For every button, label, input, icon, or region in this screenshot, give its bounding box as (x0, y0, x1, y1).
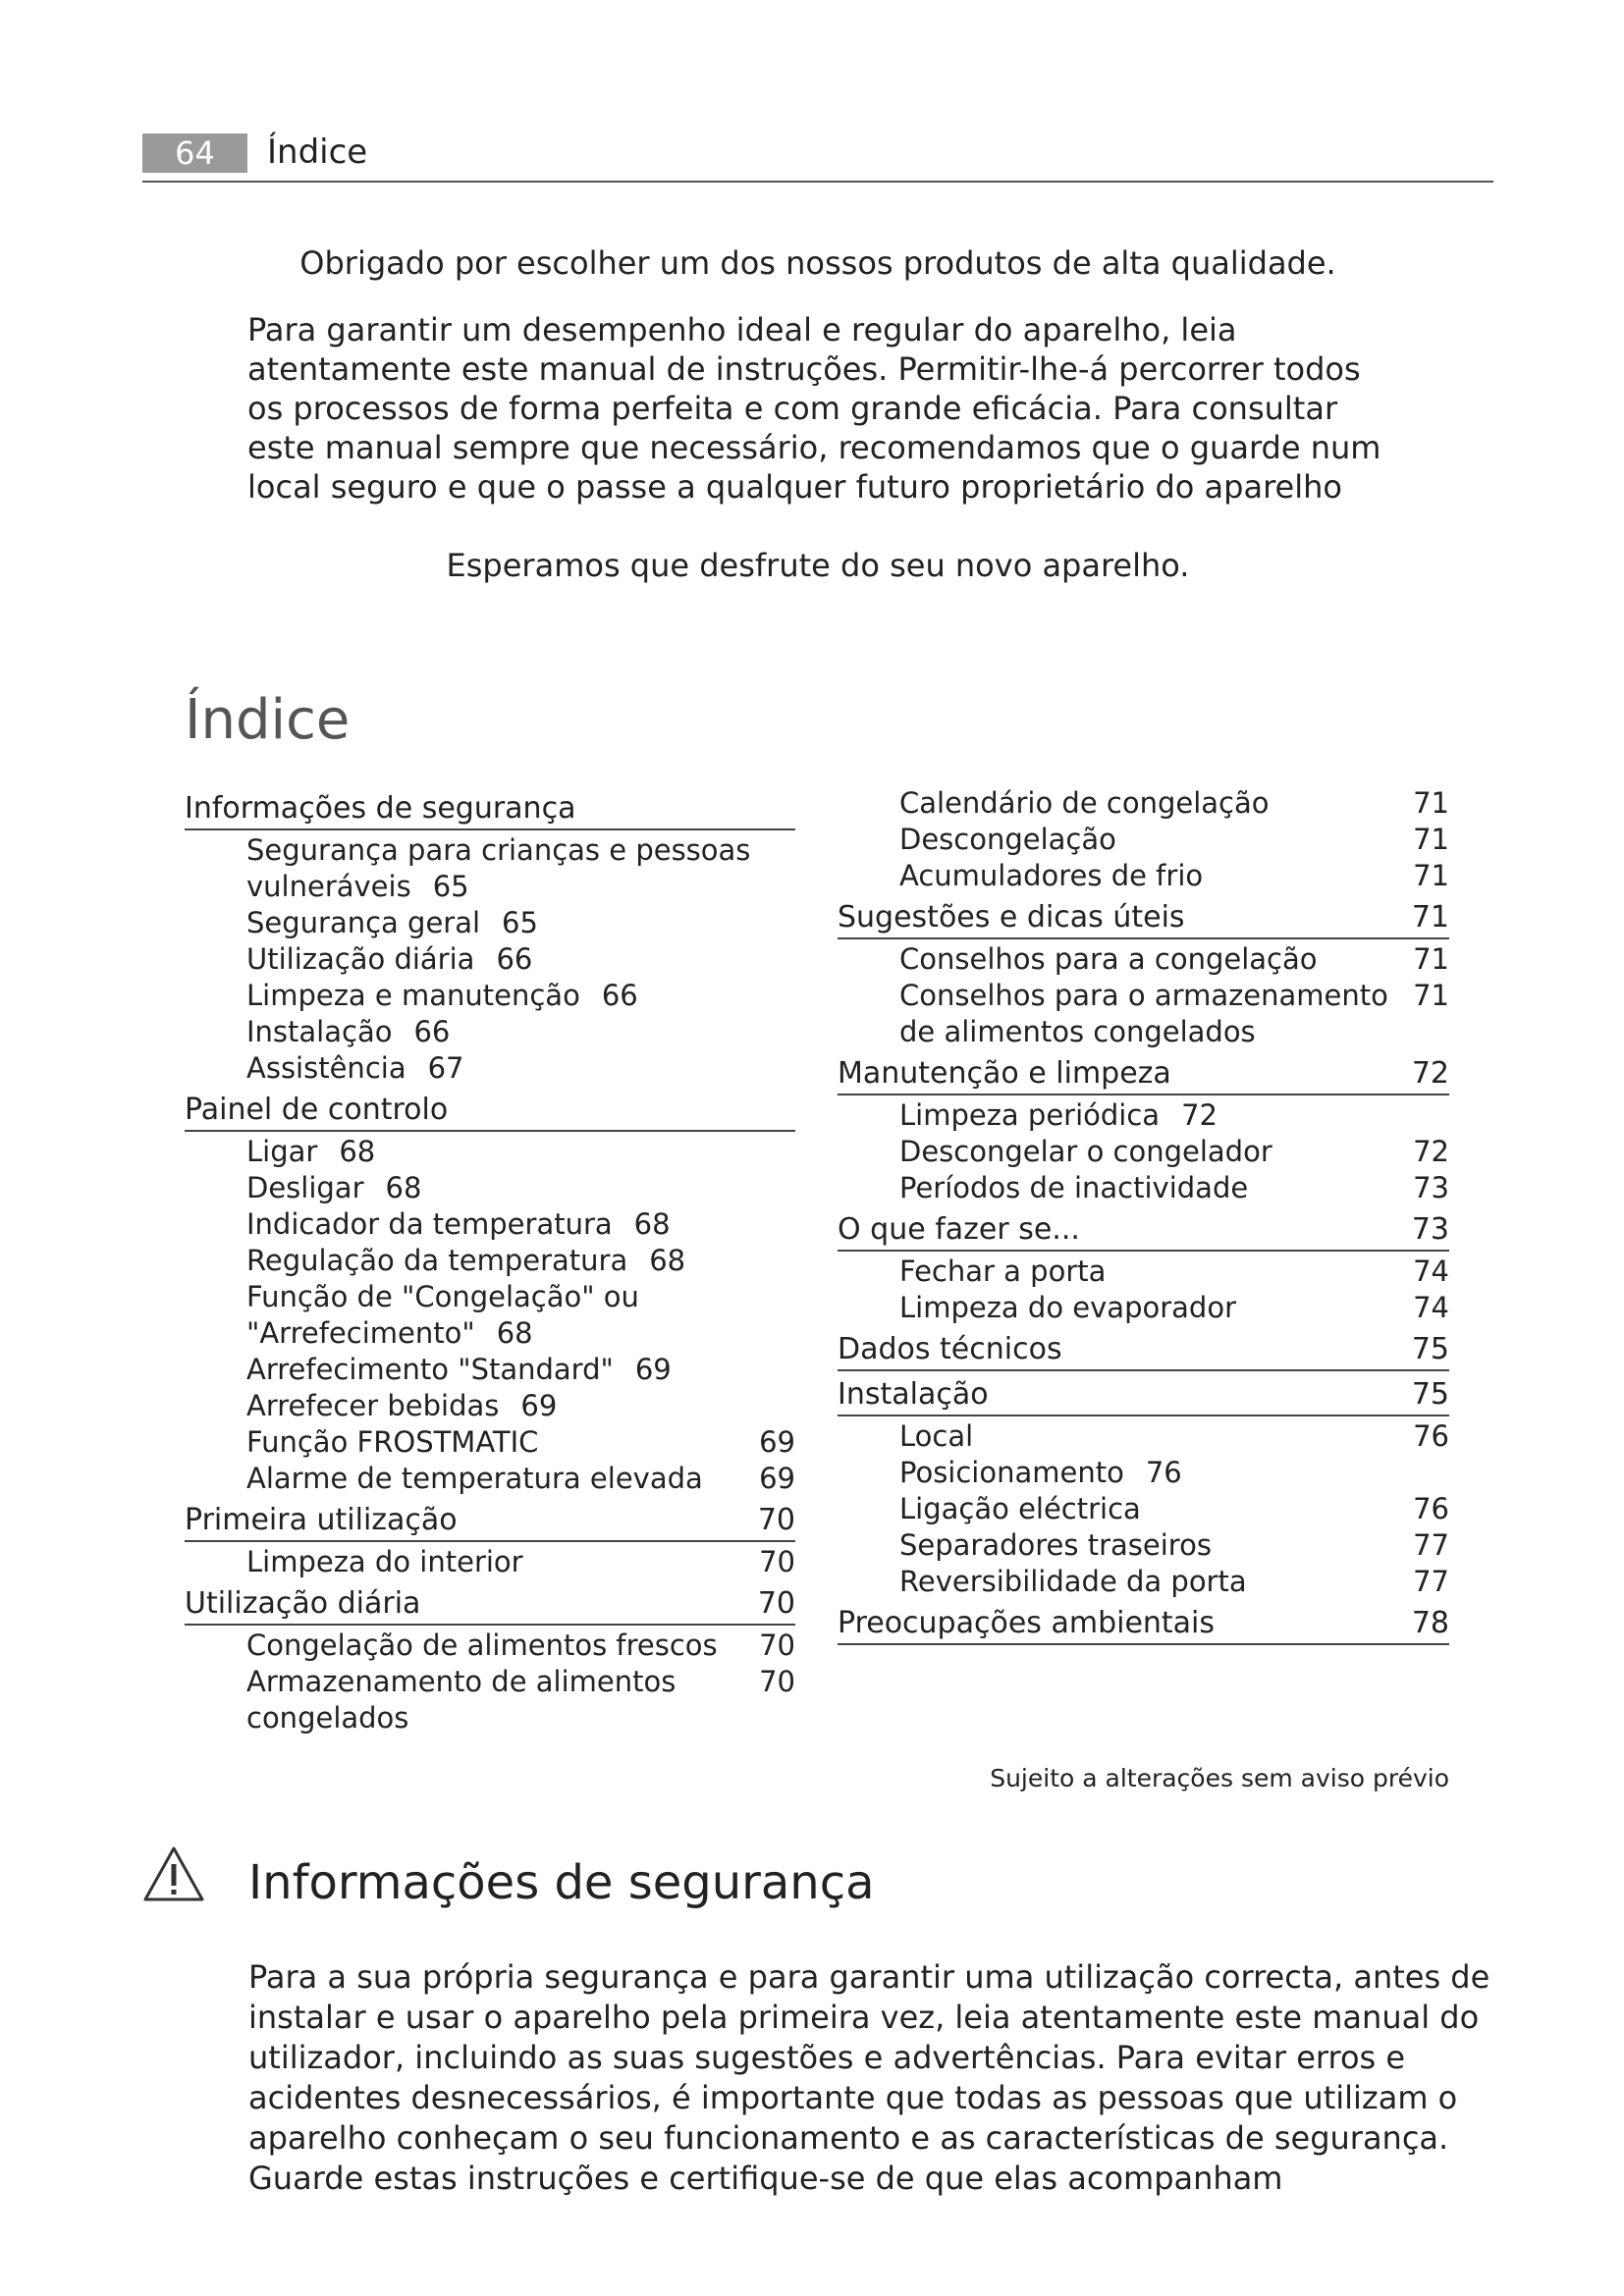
page-number: 64 (142, 133, 247, 173)
toc-item-page: 76 (1145, 1456, 1182, 1489)
toc-item-page: 68 (633, 1207, 671, 1241)
toc-item-label: Segurança geral (246, 906, 481, 939)
toc-item-label: Segurança para crianças e pessoas vulneráveis (246, 833, 751, 903)
toc-item-text (246, 1206, 671, 1243)
toc-right-column (838, 785, 1449, 1647)
toc-section (185, 1091, 795, 1497)
toc-item-label: Limpeza do interior (246, 1545, 523, 1578)
toc-item-page: 69 (759, 1462, 795, 1495)
toc-item-page: 65 (502, 906, 538, 939)
toc-section-page: 71 (1411, 900, 1449, 934)
toc-item[interactable] (838, 1527, 1449, 1564)
warning-icon (142, 1845, 205, 1902)
toc-item-page: 66 (496, 942, 533, 976)
toc-item-page: 71 (1413, 859, 1449, 892)
toc-section-page: 70 (757, 1586, 795, 1621)
toc-section (838, 898, 1449, 1050)
toc-item-text (246, 1352, 672, 1388)
toc-item-page: 68 (385, 1171, 422, 1204)
toc-section (838, 1604, 1449, 1645)
toc-item-text (246, 1134, 375, 1170)
toc-section-page: 75 (1411, 1377, 1449, 1412)
toc-section-page: 73 (1411, 1212, 1449, 1247)
toc-section-title: Primeira utilização (185, 1503, 458, 1537)
toc-item-label: Separadores traseiros (899, 1528, 1212, 1562)
toc-item-label: Instalação (246, 1015, 393, 1048)
toc-item-page: 68 (339, 1135, 376, 1168)
toc-section-title: Informações de segurança (185, 791, 576, 826)
toc-item-label: Congelação de alimentos frescos (246, 1629, 718, 1662)
toc-item[interactable] (185, 1279, 795, 1352)
toc-section-title: O que fazer se... (838, 1212, 1080, 1247)
toc-item-label: Descongelação (899, 823, 1116, 856)
toc-item-page: 70 (759, 1665, 795, 1698)
toc-item-label: Desligar (246, 1171, 364, 1204)
toc-item-page: 69 (634, 1353, 672, 1386)
toc-item-page: 74 (1413, 1255, 1449, 1288)
toc-section (838, 1330, 1449, 1371)
toc-item-label: Períodos de inactividade (899, 1171, 1249, 1204)
toc-item-label: Arrefecimento "Standard" (246, 1353, 614, 1386)
toc-item[interactable] (185, 1628, 795, 1664)
toc-section-heading[interactable] (185, 1584, 795, 1626)
toc-item-label: Limpeza e manutenção (246, 979, 580, 1012)
toc-item[interactable] (185, 832, 795, 905)
toc-item-label: Utilização diária (246, 942, 475, 976)
header-title: Índice (267, 133, 368, 172)
toc-item-text (246, 905, 538, 941)
toc-item-label: Reversibilidade da porta (899, 1565, 1247, 1598)
toc-item-label: Descongelar o congelador (899, 1135, 1272, 1168)
toc-item[interactable] (838, 1491, 1449, 1527)
toc-item[interactable] (185, 1352, 795, 1388)
toc-item[interactable] (185, 1664, 795, 1736)
toc-item-page: 71 (1413, 823, 1449, 856)
toc-item-label: Calendário de congelação (899, 786, 1270, 820)
toc-item-page: 69 (759, 1425, 795, 1459)
toc-item-text (246, 941, 532, 978)
toc-item-page: 66 (413, 1015, 451, 1048)
toc-item[interactable] (185, 1014, 795, 1050)
toc-item[interactable] (185, 905, 795, 941)
toc-item[interactable] (185, 1461, 795, 1497)
toc-item-label: Regulação da temperatura (246, 1244, 628, 1277)
toc-item[interactable] (838, 822, 1449, 858)
toc-section (838, 1054, 1449, 1206)
toc-section-heading[interactable] (185, 789, 795, 830)
toc-item[interactable] (185, 1424, 795, 1461)
toc-item[interactable] (838, 785, 1449, 822)
toc-section-title: Painel de controlo (185, 1093, 449, 1127)
toc-section-heading[interactable] (838, 1604, 1449, 1645)
toc-item-label: Assistência (246, 1051, 406, 1085)
toc-section-title: Instalação (838, 1377, 989, 1412)
toc-item[interactable] (185, 1388, 795, 1424)
toc-item-page: 68 (496, 1316, 533, 1350)
toc-item[interactable] (185, 1544, 795, 1580)
toc-item[interactable] (185, 1134, 795, 1170)
toc-section-title: Dados técnicos (838, 1332, 1062, 1366)
toc-item-label: Local (899, 1419, 974, 1453)
toc-item[interactable] (838, 1455, 1449, 1491)
toc-section-title: Utilização diária (185, 1586, 421, 1621)
toc-section-page: 70 (757, 1503, 795, 1537)
toc-section-title: Sugestões e dicas úteis (838, 900, 1185, 934)
toc-item[interactable] (185, 1243, 795, 1279)
toc-section-page: 72 (1411, 1056, 1449, 1091)
toc-item-label: Função FROSTMATIC (246, 1425, 539, 1459)
toc-section-heading[interactable] (185, 1501, 795, 1542)
toc-section (185, 1584, 795, 1736)
toc-item-text (246, 1243, 685, 1279)
toc-item-page: 66 (601, 979, 638, 1012)
toc-section-title: Manutenção e limpeza (838, 1056, 1171, 1091)
toc-item-page: 70 (759, 1545, 795, 1578)
toc-section (185, 789, 795, 1087)
toc-section-heading[interactable] (838, 1330, 1449, 1371)
toc-item-label: Conselhos para o armazenamento de alimentos congelados (899, 979, 1388, 1048)
toc-item[interactable] (185, 1050, 795, 1087)
toc-item-page: 68 (649, 1244, 686, 1277)
intro-paragraph: Para garantir um desempenho ideal e regular do aparelho, leia atentamente este manual de instruções. Permitir-lhe-á percorrer todos os processos de forma perfeita e com grande eficácia. Para consultar este manual sempre que necessário, recomendamos que o guarde num local seguro e que o passe a qualquer futuro proprietário do aparelho (247, 311, 1381, 506)
toc-item[interactable] (838, 1134, 1449, 1170)
toc-item-page: 69 (520, 1389, 558, 1422)
toc-item-label: Indicador da temperatura (246, 1207, 613, 1241)
toc-item-text (246, 1050, 464, 1087)
header-rule (142, 181, 1493, 183)
toc-item-text (899, 1455, 1182, 1491)
toc-item-label: Acumuladores de frio (899, 859, 1204, 892)
toc-item-text (246, 832, 795, 905)
toc-item-label: Arrefecer bebidas (246, 1389, 500, 1422)
toc-section (838, 1375, 1449, 1600)
safety-paragraph: Para a sua própria segurança e para garantir uma utilização correcta, antes de instalar e usar o aparelho pela primeira vez, leia atentamente este manual do utilizador, incluindo as suas sugestões e advertências. Para evitar erros e acidentes desnecessários, é importante que todas as pessoas que utilizam o aparelho conheçam o seu funcionamento e as características de segurança. Guarde estas instruções e certifique-se de que elas acompanham (248, 1958, 1490, 2197)
toc-section-heading[interactable] (838, 1054, 1449, 1095)
toc-item[interactable] (838, 978, 1449, 1050)
toc-item-text (246, 978, 638, 1014)
toc-section (185, 1501, 795, 1580)
toc-item-label: Alarme de temperatura elevada (246, 1462, 703, 1495)
toc-item-page: 67 (427, 1051, 464, 1085)
toc-item-text (246, 1170, 421, 1206)
toc-section-heading[interactable] (185, 1091, 795, 1132)
toc-item-page: 71 (1413, 786, 1449, 820)
toc-section (838, 1210, 1449, 1326)
toc-section-page: 75 (1411, 1332, 1449, 1366)
subject-to-change-note: Sujeito a alterações sem aviso prévio (990, 1764, 1449, 1792)
toc-item[interactable] (838, 1418, 1449, 1455)
toc-item[interactable] (838, 1097, 1449, 1134)
toc-item-page: 71 (1413, 942, 1449, 976)
toc-section-heading[interactable] (838, 1210, 1449, 1252)
toc-item[interactable] (838, 858, 1449, 894)
toc-item-page: 71 (1413, 979, 1449, 1012)
toc-item[interactable] (838, 1290, 1449, 1326)
toc-item-label: Limpeza do evaporador (899, 1291, 1236, 1324)
toc-left-column (185, 785, 795, 1736)
toc-item-label: Função de "Congelação" ou "Arrefecimento" (246, 1280, 639, 1350)
hope-line: Esperamos que desfrute do seu novo aparelho. (446, 547, 1190, 584)
toc-item[interactable] (185, 1170, 795, 1206)
toc-item-page: 74 (1413, 1291, 1449, 1324)
toc-item[interactable] (838, 941, 1449, 978)
toc-section-heading[interactable] (838, 1375, 1449, 1416)
toc-item-label: Armazenamento de alimentos congelados (246, 1665, 677, 1735)
toc-section-page: 78 (1411, 1606, 1449, 1640)
toc-section-heading[interactable] (838, 898, 1449, 939)
toc-item[interactable] (185, 978, 795, 1014)
toc-section-title: Preocupações ambientais (838, 1606, 1216, 1640)
toc-item[interactable] (185, 1206, 795, 1243)
toc-item-label: Limpeza periódica (899, 1098, 1161, 1132)
toc-item-label: Ligação eléctrica (899, 1492, 1141, 1525)
toc-item-page: 77 (1413, 1528, 1449, 1562)
safety-title: Informações de segurança (248, 1855, 875, 1910)
toc-item-label: Fechar a porta (899, 1255, 1107, 1288)
toc-heading: Índice (185, 688, 351, 752)
toc-item-text (246, 1279, 795, 1352)
toc-item-page: 77 (1413, 1565, 1449, 1598)
toc-item[interactable] (838, 1170, 1449, 1206)
toc-item-page: 76 (1413, 1419, 1449, 1453)
toc-item-text (899, 1097, 1218, 1134)
toc-item[interactable] (185, 941, 795, 978)
toc-item-page: 72 (1181, 1098, 1218, 1132)
toc-item[interactable] (838, 1564, 1449, 1600)
thanks-line: Obrigado por escolher um dos nossos produtos de alta qualidade. (299, 244, 1336, 282)
toc-item-text (246, 1388, 557, 1424)
toc-item-page: 65 (432, 870, 469, 903)
toc-item-label: Conselhos para a congelação (899, 942, 1318, 976)
toc-item-label: Ligar (246, 1135, 318, 1168)
toc-item-text (246, 1014, 450, 1050)
toc-item-label: Posicionamento (899, 1456, 1124, 1489)
toc-item-page: 73 (1413, 1171, 1449, 1204)
toc-item-page: 76 (1413, 1492, 1449, 1525)
toc-item-page: 70 (759, 1629, 795, 1662)
toc-item[interactable] (838, 1254, 1449, 1290)
toc-item-page: 72 (1413, 1135, 1449, 1168)
